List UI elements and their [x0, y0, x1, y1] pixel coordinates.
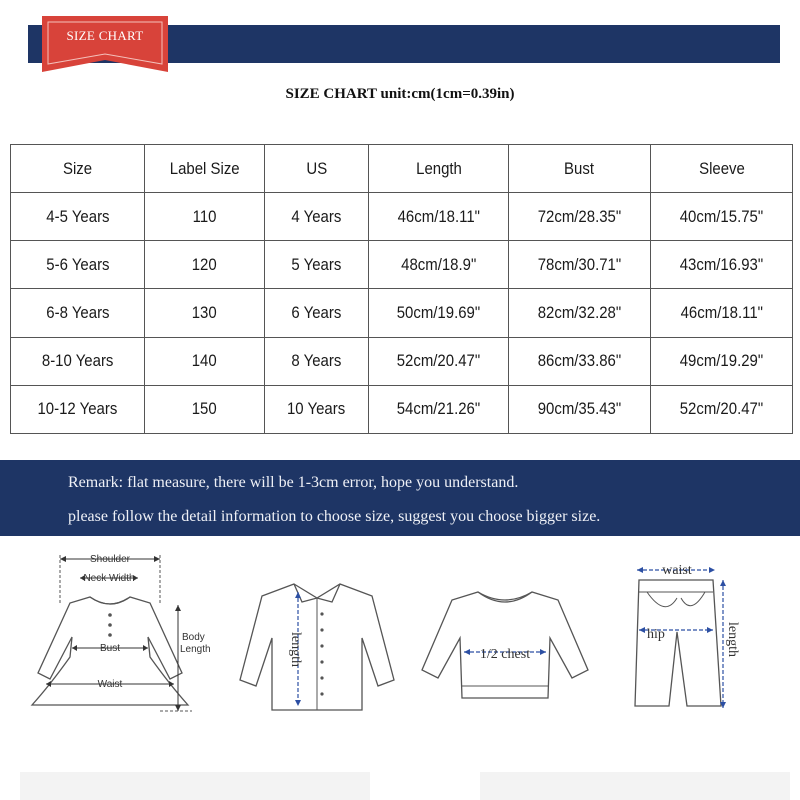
header-cell: Size	[11, 145, 145, 193]
table-cell: 5 Years	[265, 241, 369, 289]
table-cell: 10 Years	[265, 385, 369, 433]
table-cell: 43cm/16.93"	[651, 241, 793, 289]
table-cell: 110	[145, 193, 265, 241]
size-table	[10, 144, 793, 434]
table-cell: 50cm/19.69"	[369, 289, 509, 337]
table-cell: 8 Years	[265, 337, 369, 385]
table-cell: 49cm/19.29"	[651, 337, 793, 385]
chart-title: SIZE CHART unit:cm(1cm=0.39in)	[285, 86, 515, 102]
table-cell: 4-5 Years	[11, 193, 145, 241]
table-cell: 120	[145, 241, 265, 289]
table-row	[11, 241, 793, 289]
sweater-diagram	[418, 582, 593, 712]
bust-label: Bust	[99, 643, 121, 654]
pants-hip-label: hip	[647, 627, 665, 642]
table-row	[11, 337, 793, 385]
pants-waist-label: waist	[662, 563, 692, 578]
shirt-length-label: length	[288, 632, 303, 667]
header-cell: Bust	[509, 145, 651, 193]
dress-diagram	[20, 545, 220, 725]
table-cell: 150	[145, 385, 265, 433]
table-cell: 82cm/32.28"	[509, 289, 651, 337]
remark-line-2: please follow the detail information to choose size, suggest you choose bigger size.	[68, 508, 601, 525]
table-cell: 72cm/28.35"	[509, 193, 651, 241]
shirt-diagram	[232, 570, 402, 720]
table-cell: 4 Years	[265, 193, 369, 241]
table-cell: 40cm/15.75"	[651, 193, 793, 241]
remark-line-1: Remark: flat measure, there will be 1-3cm error, hope you understand.	[68, 474, 519, 491]
bottom-divider	[20, 772, 370, 800]
header-cell: US	[265, 145, 369, 193]
body-length-label-1: Body	[182, 632, 205, 643]
size-chart-ribbon	[40, 16, 170, 74]
pants-illustration	[625, 558, 755, 718]
table-cell: 10-12 Years	[11, 385, 145, 433]
table-header-row	[11, 145, 793, 193]
table-cell: 6-8 Years	[11, 289, 145, 337]
shoulder-label: Shoulder	[89, 554, 131, 565]
header-cell: Label Size	[145, 145, 265, 193]
header-cell: Sleeve	[651, 145, 793, 193]
table-row	[11, 193, 793, 241]
half-chest-label: 1/2 chest	[479, 647, 531, 662]
remark-banner	[0, 460, 800, 536]
table-cell: 46cm/18.11"	[369, 193, 509, 241]
table-cell: 6 Years	[265, 289, 369, 337]
table-cell: 5-6 Years	[11, 241, 145, 289]
table-cell: 8-10 Years	[11, 337, 145, 385]
table-row	[11, 289, 793, 337]
table-cell: 130	[145, 289, 265, 337]
pants-length-label: length	[725, 622, 740, 657]
table-cell: 140	[145, 337, 265, 385]
table-cell: 54cm/21.26"	[369, 385, 509, 433]
table-cell: 46cm/18.11"	[651, 289, 793, 337]
sweater-illustration	[418, 582, 593, 712]
neck-width-label: Neck Width	[83, 573, 135, 584]
dress-illustration	[20, 545, 220, 725]
table-cell: 48cm/18.9"	[369, 241, 509, 289]
waist-label: Waist	[97, 679, 123, 690]
table-cell: 90cm/35.43"	[509, 385, 651, 433]
ribbon-label: SIZE CHART	[66, 28, 144, 43]
header-cell: Length	[369, 145, 509, 193]
shirt-illustration	[232, 570, 402, 720]
table-cell: 86cm/33.86"	[509, 337, 651, 385]
body-length-label-2: Length	[180, 644, 211, 655]
bottom-divider	[480, 772, 790, 800]
table-cell: 52cm/20.47"	[369, 337, 509, 385]
table-row	[11, 385, 793, 433]
table-cell: 52cm/20.47"	[651, 385, 793, 433]
pants-diagram	[625, 558, 755, 718]
table-cell: 78cm/30.71"	[509, 241, 651, 289]
